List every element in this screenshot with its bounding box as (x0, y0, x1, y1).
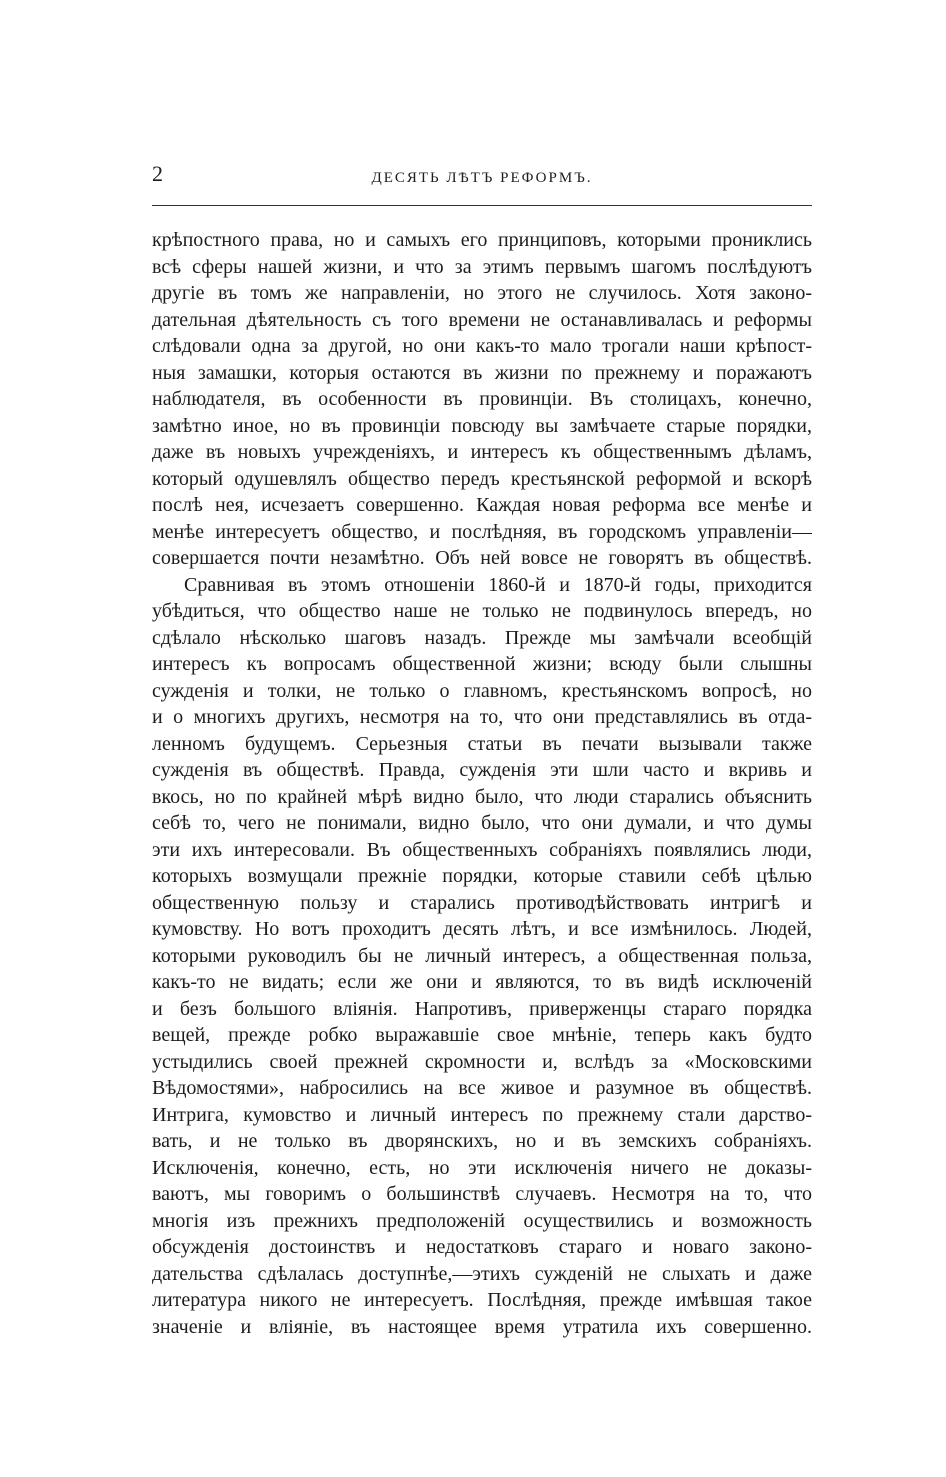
text-line: интересъ къ вопросамъ общественной жизни; всюду были слышны (152, 653, 812, 675)
text-line: вкось, но по крайней мѣрѣ видно было, что люди старались объяснить (152, 785, 812, 808)
text-line: устыдились своей прежней скромности и, вслѣдъ за «Московскими (152, 1050, 812, 1073)
text-line: сдѣлало нѣсколько шаговъ назадъ. Прежде мы замѣчали всеобщій (152, 626, 812, 649)
page-header (152, 160, 812, 196)
text-line: вать, и не только въ дворянскихъ, но и въ земскихъ собраніяхъ. (152, 1130, 812, 1152)
text-line: Сравнивая въ этомъ отношеніи 1860-й и 1870-й годы, приходится (184, 573, 812, 596)
text-line: другіе въ томъ же направленіи, но этого не случилось. Хотя законо- (152, 282, 812, 304)
text-line: совершается почти незамѣтно. Объ ней вовсе не говорятъ въ обществѣ. (152, 547, 812, 569)
text-line: убѣдиться, что общество наше не только не подвинулось впередъ, но (152, 600, 812, 622)
text-line: Вѣдомостями», набросились на все живое и разумное въ обществѣ. (152, 1077, 812, 1099)
text-line: наблюдателя, въ особенности въ провинціи. Въ столицахъ, конечно, (152, 388, 812, 410)
paragraph-continuation (152, 227, 812, 572)
text-line: значеніе и вліяніе, въ настоящее время утратила ихъ совершенно. (152, 1315, 812, 1338)
text-line: сужденія въ обществѣ. Правда, сужденія эти шли часто и вкривь и (152, 759, 812, 781)
text-line: многія изъ прежнихъ предположеній осуществились и возможность (152, 1209, 812, 1232)
text-line: и о многихъ другихъ, несмотря на то, что они представлялись въ отда- (152, 706, 812, 728)
text-line: кумовству. Но вотъ проходитъ десять лѣтъ, и все измѣнилось. Людей, (152, 918, 812, 940)
text-line: сужденія и толки, не только о главномъ, крестьянскомъ вопросѣ, но (152, 679, 812, 702)
text-line: ваютъ, мы говоримъ о большинствѣ случаевъ. Несмотря на то, что (152, 1183, 812, 1205)
text-line: вещей, прежде робко выражавшіе свое мнѣніе, теперь какъ будто (152, 1024, 812, 1046)
text-line: дательная дѣятельность съ того времени не останавливалась и реформы (152, 308, 812, 331)
text-line: даже въ новыхъ учрежденіяхъ, и интересъ къ общественнымъ дѣламъ, (152, 441, 812, 463)
text-line: ленномъ будущемъ. Серьезныя статьи въ печати вызывали также (152, 732, 812, 755)
text-line: который одушевлялъ общество передъ крестьянской реформой и вскорѣ (152, 467, 812, 490)
text-line: слѣдовали одна за другой, но они какъ-то мало трогали наши крѣпост- (152, 335, 812, 357)
header-rule (152, 205, 812, 206)
text-line: обсужденія достоинствъ и недостатковъ стараго и новаго законо- (152, 1236, 812, 1258)
page-number: 2 (152, 161, 163, 186)
text-line: Исключенія, конечно, есть, но эти исключенія ничего не доказы- (152, 1156, 812, 1179)
text-line: всѣ сферы нашей жизни, и что за этимъ первымъ шагомъ послѣдуютъ (152, 255, 812, 278)
text-line: какъ-то не видать; если же они и являются, то въ видѣ исключеній (152, 971, 812, 993)
text-line: общественную пользу и старались противодѣйствовать интригѣ и (152, 891, 812, 914)
text-line: дательства сдѣлалась доступнѣе,—этихъ сужденій не слыхать и даже (152, 1262, 812, 1285)
paragraph-comparison (152, 572, 812, 1341)
text-line: менѣе интересуетъ общество, и послѣдняя, въ городскомъ управленіи— (152, 520, 812, 543)
body-text (152, 227, 812, 1340)
text-line: послѣ нея, исчезаетъ совершенно. Каждая новая реформа все менѣе и (152, 494, 812, 516)
text-line: себѣ то, чего не понимали, видно было, что они думали, и что думы (152, 812, 812, 834)
text-line: и безъ большого вліянія. Напротивъ, приверженцы стараго порядка (152, 997, 812, 1020)
text-line: крѣпостного права, но и самыхъ его принциповъ, которыми прониклись (152, 229, 812, 251)
text-line: замѣтно иное, но въ провинціи повсюду вы замѣчаете старые порядки, (152, 414, 812, 437)
text-line: литература никого не интересуетъ. Послѣдняя, прежде имѣвшая такое (152, 1289, 812, 1311)
text-line: которыми руководилъ бы не личный интересъ, а общественная польза, (152, 944, 812, 967)
text-line: Интрига, кумовство и личный интересъ по прежнему стали дарство- (152, 1103, 812, 1126)
text-line: ныя замашки, которыя остаются въ жизни по прежнему и поражаютъ (152, 361, 812, 384)
running-title: ДЕСЯТЬ ЛѢТЪ РЕФОРМЪ. (371, 170, 593, 186)
text-line: которыхъ возмущали прежніе порядки, которые ставили себѣ цѣлью (152, 865, 812, 887)
text-line: эти ихъ интересовали. Въ общественныхъ собраніяхъ появлялись люди, (152, 838, 812, 861)
